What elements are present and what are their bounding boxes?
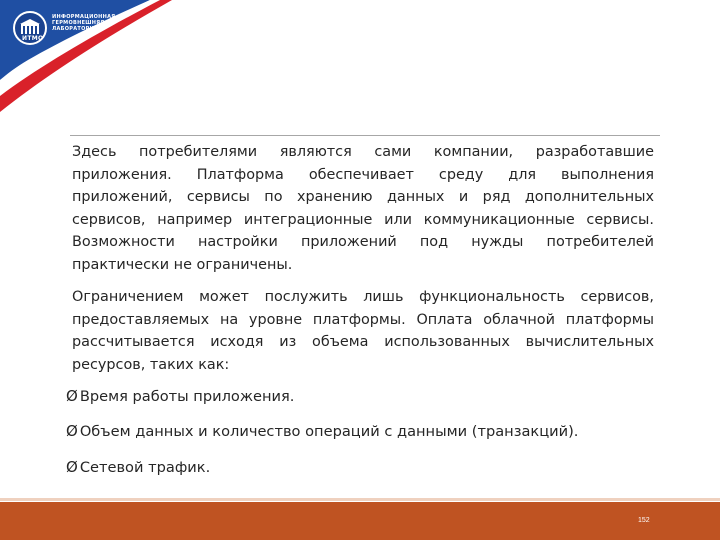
header-divider — [70, 135, 660, 136]
arrow-bullet-icon: Ø — [66, 422, 78, 440]
footer-highlight-line — [0, 498, 720, 501]
footer-bar — [0, 502, 720, 540]
bullet-item — [66, 385, 294, 408]
arrow-bullet-icon: Ø — [66, 387, 78, 405]
bullet-text: Объем данных и количество операций с данными (транзакций). — [79, 423, 579, 440]
page-number: 152 — [638, 517, 650, 524]
paragraph-limitations: Ограничением может послужить лишь функциональность сервисов, предоставляемых на уровне платформы. Оплата облачной платформы рассчитывается исходя из объема использованных вычислительных ресурсов, таких как: — [72, 289, 654, 373]
bullet-text: Сетевой трафик. — [79, 459, 211, 476]
bullet-item — [66, 420, 578, 443]
logo-text-line-2: ГЕРМОВНЕШНЯЯ — [52, 20, 105, 26]
logo-text-line-3: ЛАБОРАТОРИЯ — [52, 26, 99, 32]
paragraph-consumers: Здесь потребителями являются сами компании, разработавшие приложения. Платформа обеспечивает среду для выполнения приложений, сервисы по хранению данных и ряд дополнительных сервисов, например интеграционные или коммуникационные сервисы. Возможности настройки приложений под нужды потребителей практически не ограничены. — [72, 144, 654, 273]
logo-monogram: ИТМО — [22, 35, 44, 42]
arrow-bullet-icon: Ø — [66, 458, 78, 476]
bullet-item — [66, 456, 210, 479]
bullet-text: Время работы приложения. — [79, 388, 295, 405]
logo-text-line-1: ИНФОРМАЦИОННАЯ — [52, 14, 116, 20]
